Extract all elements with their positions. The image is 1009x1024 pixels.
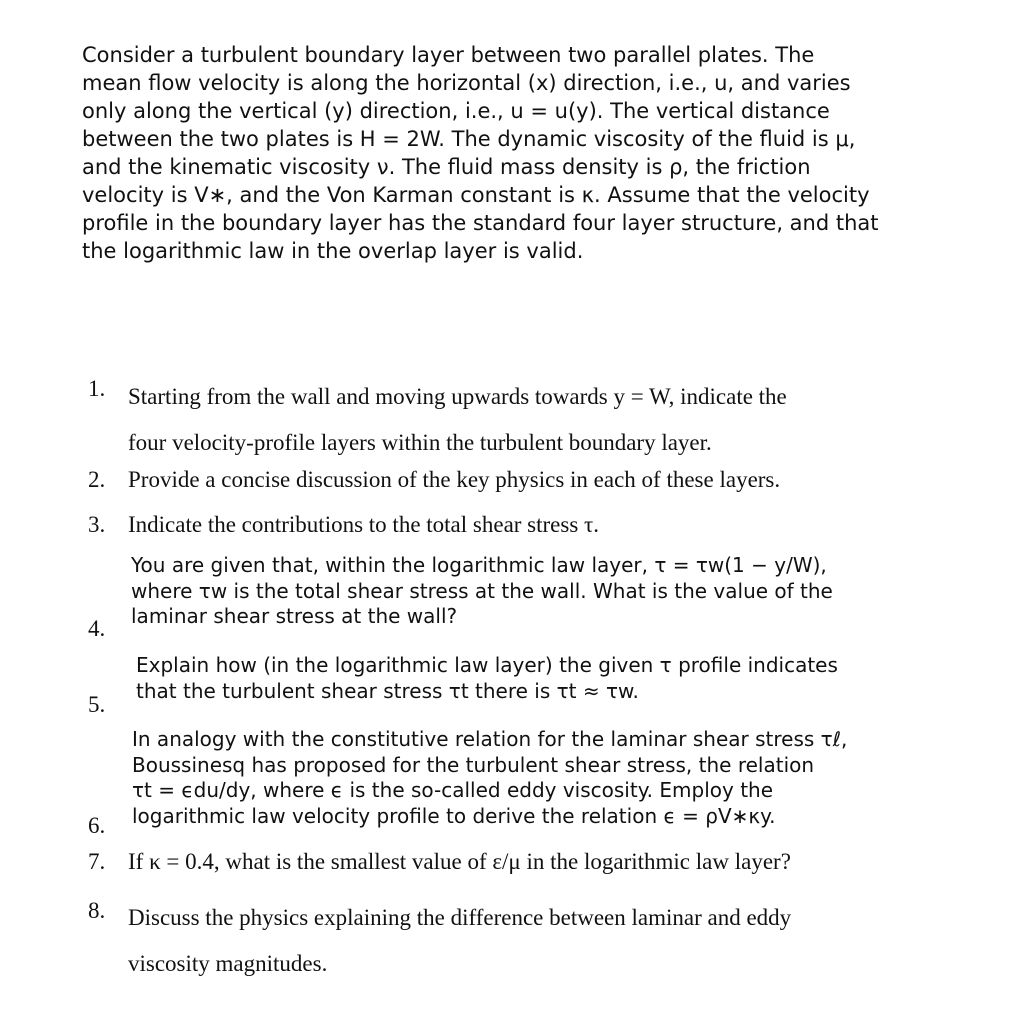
question-text [132, 727, 962, 829]
question-number: 6. [88, 813, 106, 838]
question-text [136, 653, 966, 704]
question-line: laminar shear stress at the wall? [131, 604, 458, 628]
question-text [128, 848, 958, 876]
question-line: Starting from the wall and moving upwards towards y = W, indicate the [128, 384, 787, 409]
question-line: Provide a concise discussion of the key physics in each of these layers. [128, 467, 781, 492]
question-line: If κ = 0.4, what is the smallest value of ε/μ in the logarithmic law layer? [128, 849, 791, 874]
question-line: logarithmic law velocity profile to derive the relation ϵ = ρV∗κy. [132, 803, 776, 828]
question-number: 1. [88, 376, 106, 401]
question-number: 7. [88, 849, 106, 874]
question-number: 3. [88, 512, 106, 537]
intro-paragraph [82, 41, 967, 265]
intro-line: Consider a turbulent boundary layer between two parallel plates. The [82, 43, 815, 67]
intro-line: the logarithmic law in the overlap layer is valid. [82, 239, 584, 263]
question-line: where τw is the total shear stress at the wall. What is the value of the [131, 578, 833, 603]
question-number: 4. [88, 616, 106, 641]
question-text [128, 895, 958, 987]
question-number: 8. [88, 898, 106, 923]
question-text [128, 466, 958, 494]
intro-line: and the kinematic viscosity ν. The fluid mass density is ρ, the friction [82, 155, 811, 179]
question-line: You are given that, within the logarithmic law layer, τ = τw(1 − y/W), [131, 553, 827, 577]
intro-line: only along the vertical (y) direction, i.e., u = u(y). The vertical distance [82, 99, 830, 123]
question-line: Boussinesq has proposed for the turbulent shear stress, the relation [132, 752, 815, 777]
question-number: 2. [88, 467, 106, 492]
question-text [128, 374, 958, 466]
question-line: τt = ϵdu/dy, where ϵ is the so-called eddy viscosity. Employ the [132, 778, 774, 802]
question-text [131, 553, 961, 630]
question-line: In analogy with the constitutive relation for the laminar shear stress τℓ, [132, 727, 848, 751]
question-line: four velocity-profile layers within the turbulent boundary layer. [128, 430, 712, 455]
question-line: Indicate the contributions to the total shear stress τ. [128, 512, 600, 537]
intro-line: profile in the boundary layer has the standard four layer structure, and that [82, 211, 879, 235]
intro-line: between the two plates is H = 2W. The dynamic viscosity of the fluid is μ, [82, 127, 856, 151]
question-line: that the turbulent shear stress τt there is τt ≈ τw. [136, 678, 639, 703]
question-line: Discuss the physics explaining the difference between laminar and eddy [128, 905, 792, 930]
question-line: Explain how (in the logarithmic law layer) the given τ profile indicates [136, 653, 838, 677]
question-line: viscosity magnitudes. [128, 951, 328, 976]
intro-line: velocity is V∗, and the Von Karman constant is κ. Assume that the velocity [82, 183, 870, 207]
question-number: 5. [88, 692, 106, 717]
question-text [128, 511, 958, 539]
intro-line: mean flow velocity is along the horizontal (x) direction, i.e., u, and varies [82, 71, 851, 95]
